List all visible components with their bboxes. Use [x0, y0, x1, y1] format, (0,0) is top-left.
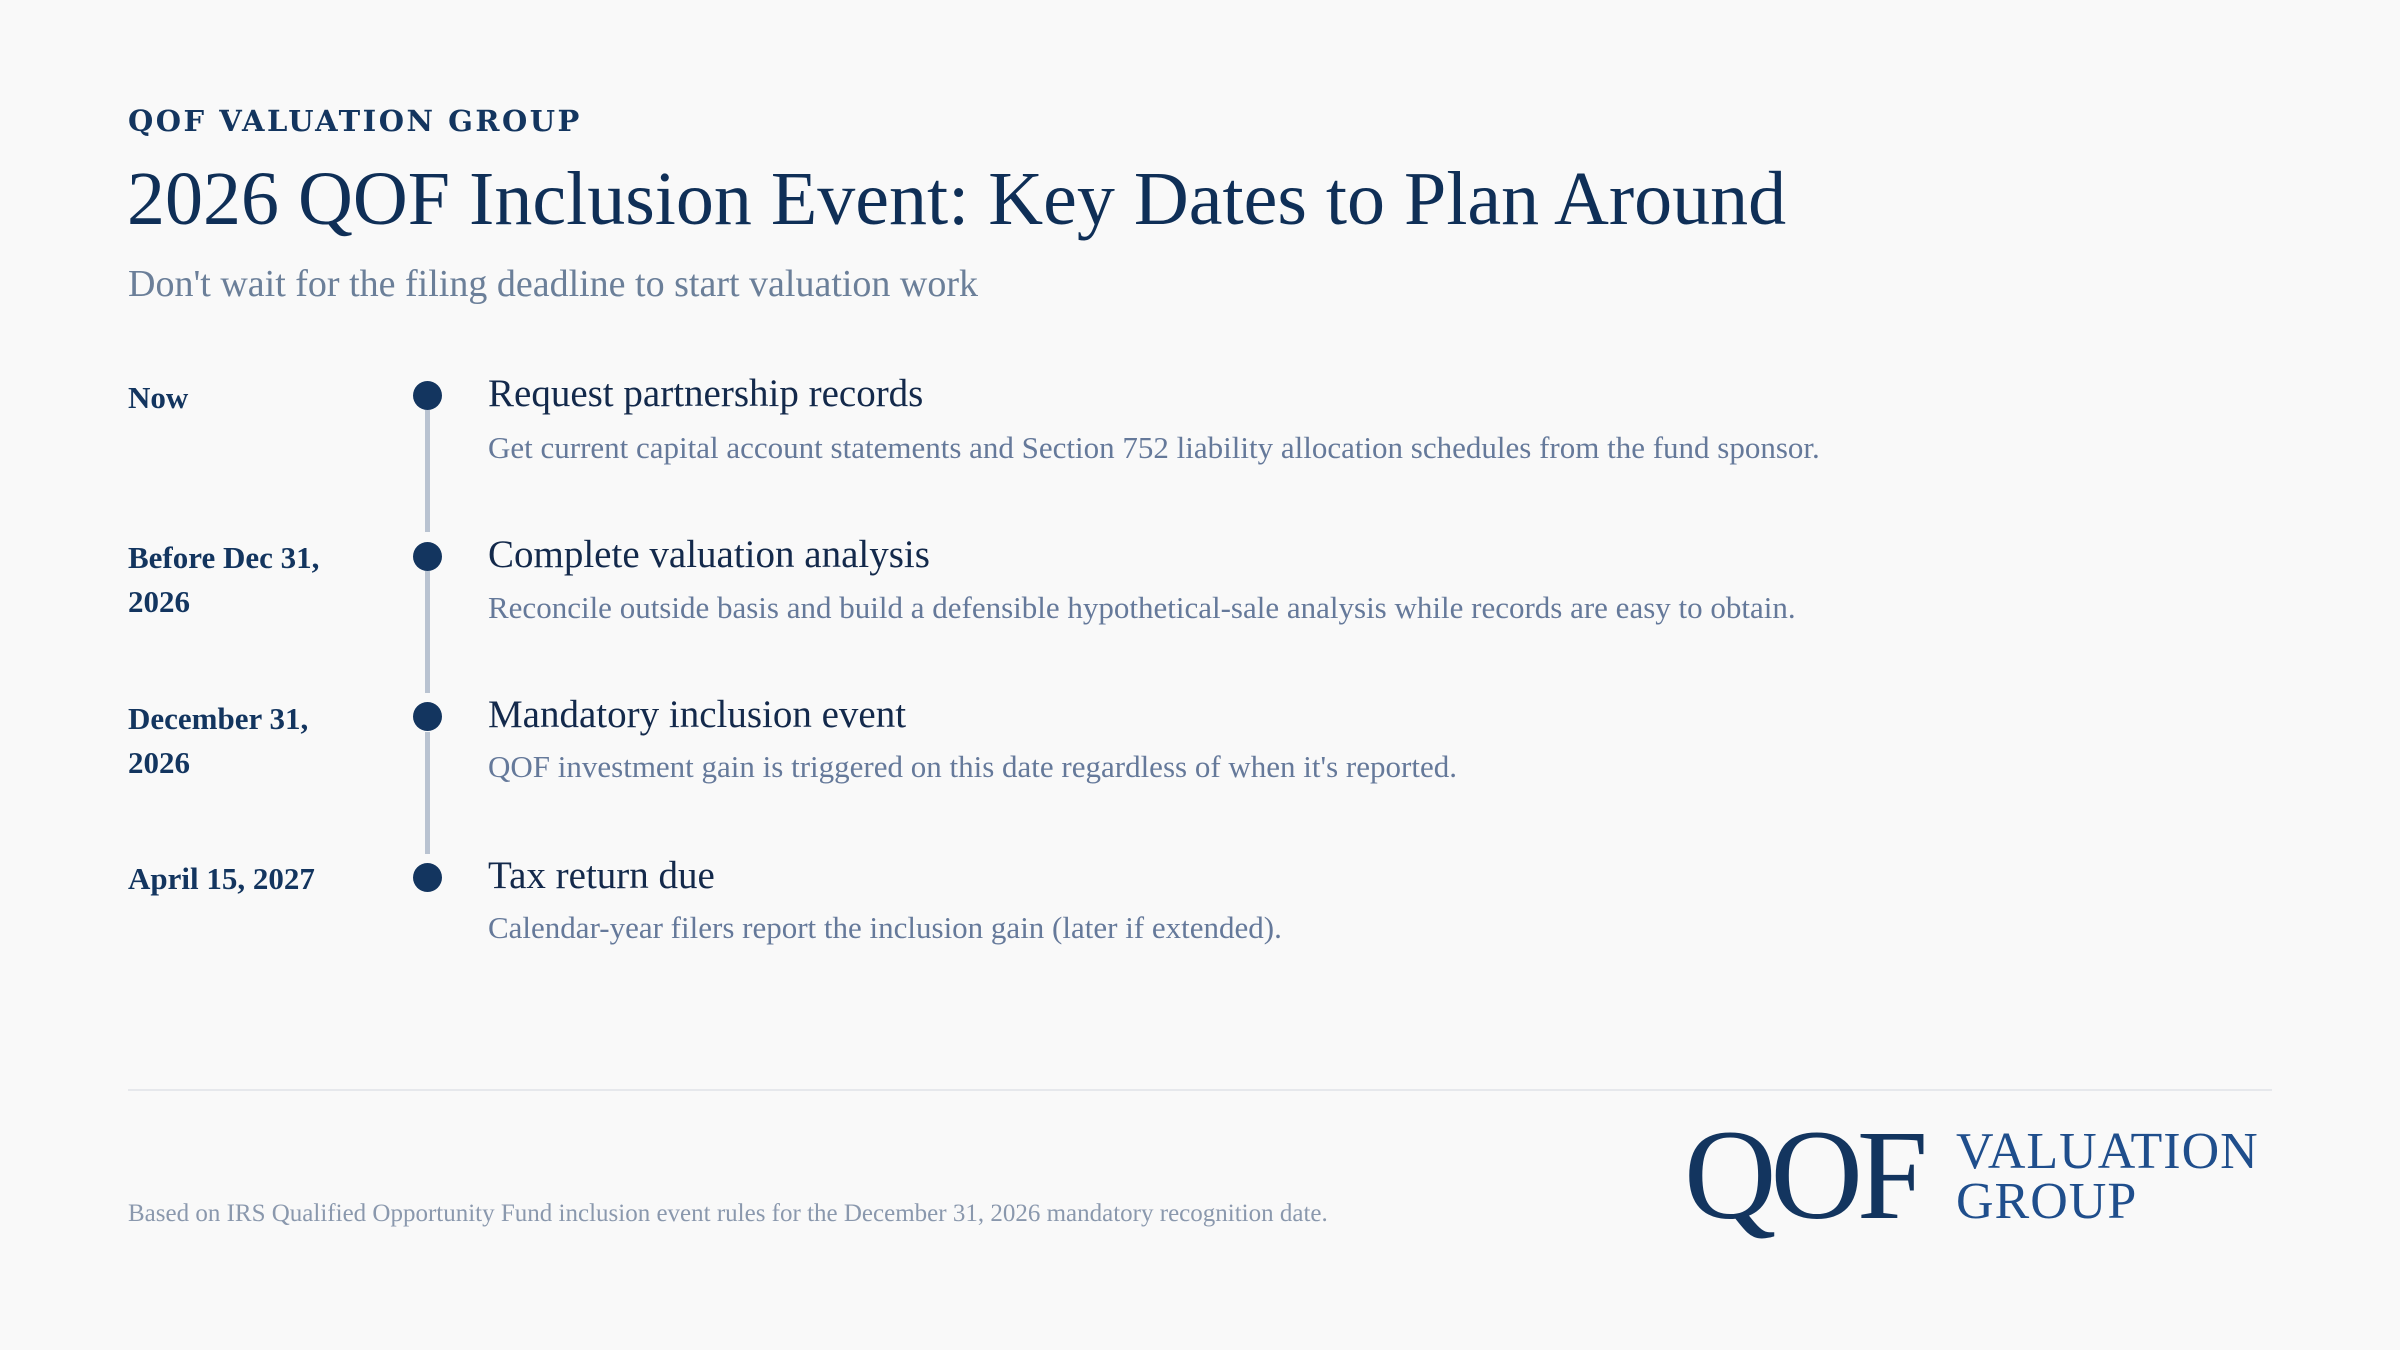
timeline-connector — [425, 410, 430, 532]
timeline-description: Calendar-year filers report the inclusion gain (later if extended). — [488, 910, 1282, 945]
eyebrow-label: QOF VALUATION GROUP — [128, 104, 582, 138]
timeline-heading: Mandatory inclusion event — [488, 693, 907, 736]
company-logo — [1684, 1104, 2259, 1246]
timeline-description: QOF investment gain is triggered on this date regardless of when it's reported. — [488, 749, 1457, 784]
timeline-heading: Tax return due — [488, 854, 715, 897]
footer-divider — [128, 1089, 2272, 1091]
logo-mark: QOF — [1684, 1104, 1923, 1246]
timeline-date: Before Dec 31, 2026 — [128, 540, 320, 619]
timeline-dot — [413, 702, 442, 731]
logo-word-line1: VALUATION — [1956, 1123, 2259, 1180]
timeline-dot — [413, 542, 442, 571]
timeline-connector — [425, 732, 430, 854]
page-subtitle: Don't wait for the filing deadline to start valuation work — [128, 263, 979, 305]
timeline-connector — [425, 571, 430, 693]
timeline-heading: Complete valuation analysis — [488, 533, 930, 576]
timeline-date: April 15, 2027 — [128, 861, 315, 896]
page-title: 2026 QOF Inclusion Event: Key Dates to Plan Around — [127, 157, 1787, 241]
timeline-date: Now — [128, 380, 189, 415]
timeline-description: Reconcile outside basis and build a defensible hypothetical-sale analysis while records are easy to obtain. — [488, 590, 1796, 625]
timeline-description: Get current capital account statements and Section 752 liability allocation schedules from the fund sponsor. — [488, 430, 1820, 465]
timeline-heading: Request partnership records — [488, 372, 924, 415]
timeline-dot — [413, 381, 442, 410]
timeline-dot — [413, 863, 442, 892]
timeline-date: December 31, 2026 — [128, 701, 309, 780]
footer-note: Based on IRS Qualified Opportunity Fund inclusion event rules for the December 31, 2026 mandatory recognition date. — [128, 1200, 1328, 1227]
logo-word-line2: GROUP — [1956, 1173, 2138, 1230]
